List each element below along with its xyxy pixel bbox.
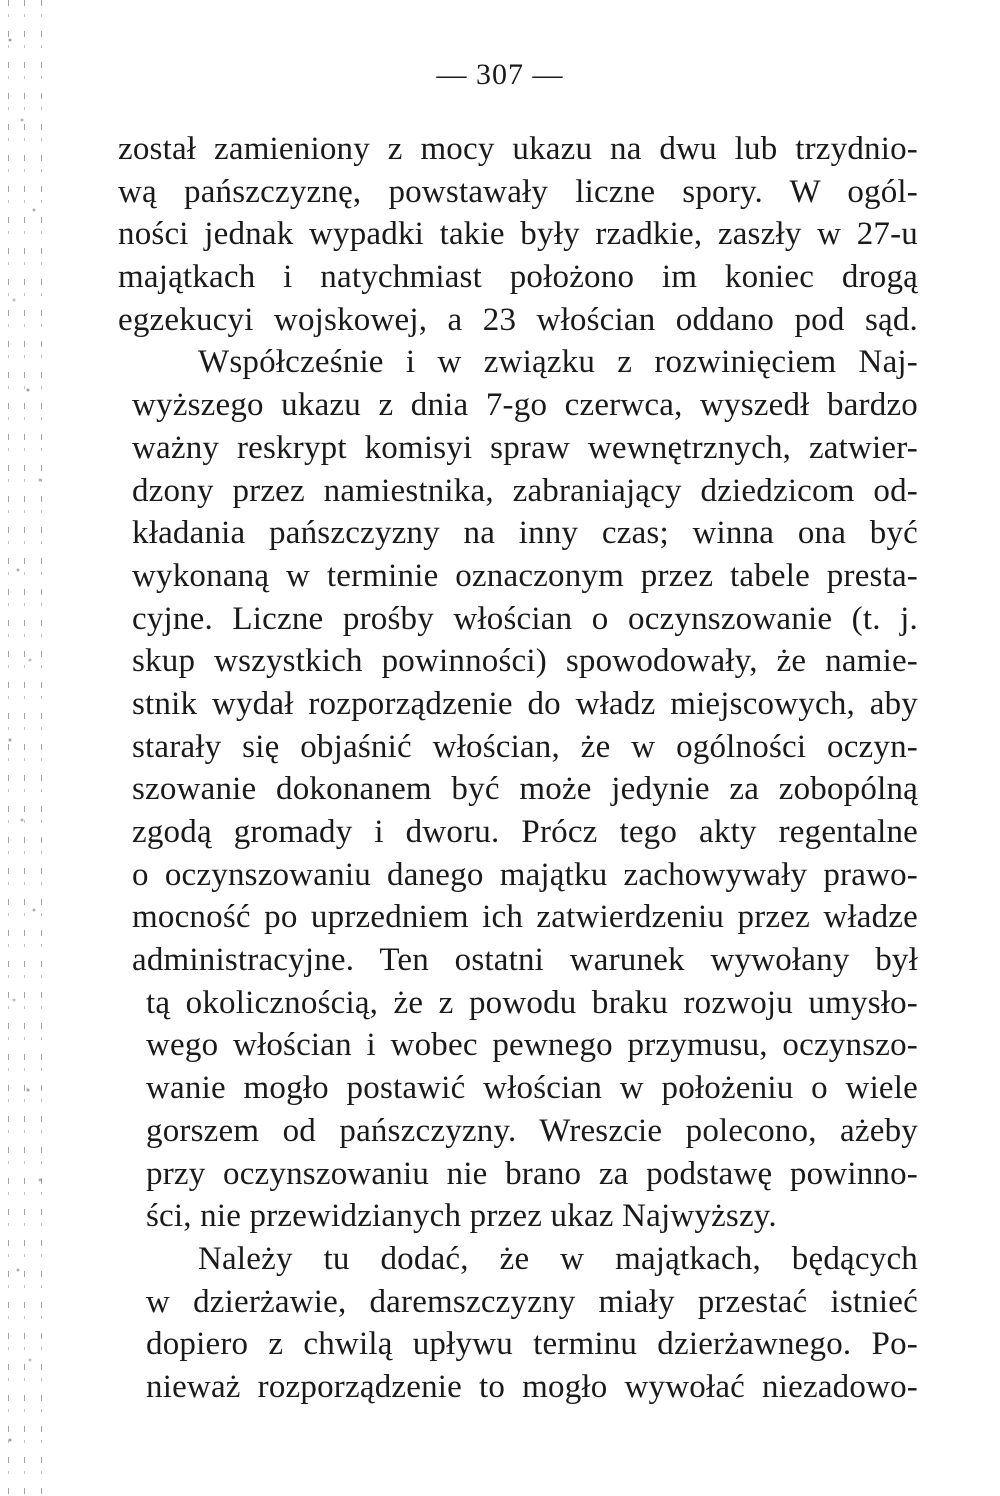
text-line: ności jednak wypadki takie były rzadkie, zaszły w 27-u	[118, 216, 918, 253]
text-line: zgodą gromady i dworu. Prócz tego akty regentalne	[132, 814, 918, 850]
text-line: wykonaną w terminie oznaczonym przez tabele presta-	[132, 557, 918, 594]
text-line: starały się objaśnić włościan, że w ogólności oczyn-	[132, 728, 918, 765]
text-line: ści, nie przewidzianych przez ukaz Najwyższy.	[146, 1198, 777, 1235]
text-line: w dzierżawie, daremszczyzny miały przestać istnieć	[146, 1283, 918, 1320]
body-text	[118, 128, 918, 1409]
text-line: cyjne. Liczne prośby włościan o oczynszowanie (t. j.	[132, 600, 918, 637]
text-line: przy oczynszowaniu nie brano za podstawę powinno-	[146, 1155, 918, 1192]
text-line: majątkach i natychmiast położono im koniec drogą	[118, 259, 918, 296]
text-line: stnik wydał rozporządzenie do władz miejscowych, aby	[132, 685, 918, 722]
text-line: mocność po uprzedniem ich zatwierdzeniu przez władze	[132, 899, 918, 936]
text-line: o oczynszowaniu danego majątku zachowywały prawo-	[132, 856, 918, 893]
text-line: nieważ rozporządzenie to mogło wywołać niezadowo-	[146, 1368, 918, 1405]
text-line: wyższego ukazu z dnia 7-go czerwca, wyszedł bardzo	[132, 387, 918, 424]
text-line: egzekucyi wojskowej, a 23 włościan oddano pod sąd.	[118, 301, 918, 338]
text-line: skup wszystkich powinności) spowodowały, że namie-	[132, 643, 918, 680]
binding-edge-mark	[41, 0, 42, 1496]
text-line: ważny reskrypt komisyi spraw wewnętrznych, zatwier-	[132, 429, 918, 466]
text-line: administracyjne. Ten ostatni warunek wywołany był	[132, 942, 918, 979]
text-line: gorszem od pańszczyzny. Wreszcie polecono, ażeby	[146, 1112, 918, 1149]
text-line: dopiero z chwilą upływu terminu dzierżawnego. Po-	[146, 1326, 918, 1363]
text-line: został zamieniony z mocy ukazu na dwu lub trzydnio-	[118, 131, 918, 167]
binding-edge-mark	[8, 0, 9, 1496]
text-line: wego włościan i wobec pewnego przymusu, oczynszo-	[146, 1027, 918, 1064]
text-line: dzony przez namiestnika, zabraniający dziedzicom od-	[132, 472, 918, 509]
binding-edge-mark	[24, 0, 25, 1496]
text-line: szowanie dokonanem być może jedynie za zobopólną	[132, 771, 918, 808]
text-line: Współcześnie i w związku z rozwinięciem Naj-	[198, 344, 918, 381]
text-line: Należy tu dodać, że w majątkach, będących	[198, 1240, 918, 1277]
text-line: wą pańszczyznę, powstawały liczne spory. W ogól-	[118, 173, 918, 210]
text-line: kładania pańszczyzny na inny czas; winna ona być	[132, 515, 918, 552]
page-number: — 307 —	[436, 58, 564, 91]
text-line: tą okolicznością, że z powodu braku rozwoju umysło-	[146, 984, 918, 1021]
text-line: wanie mogło postawić włościan w położeniu o wiele	[146, 1070, 918, 1107]
